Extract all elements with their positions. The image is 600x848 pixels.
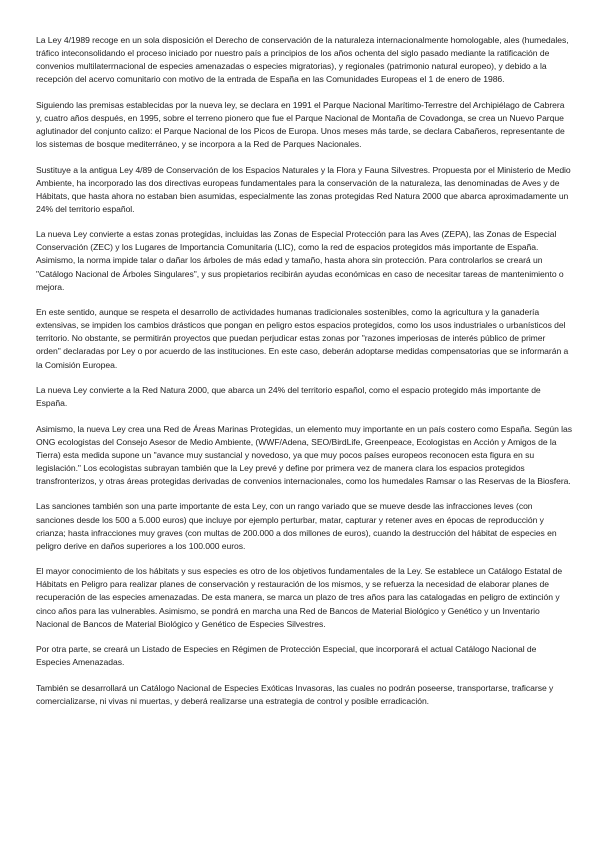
paragraph-parques-nacionales: Siguiendo las premisas establecidas por la nueva ley, se declara en 1991 el Parque Nacional Marítimo-Terrestre del Archipiélago de Cabrera y, cuatro años después, en 1995, sobre el terreno pionero que fue el Parque Nacional de Montaña de Covadonga, se crea un Nuevo Parque aglutinador del conjunto calizo: el Parque Nacional de los Picos de Europa. Unos meses más tarde, se declara Cabañeros, representante de los sistemas de bosque mediterráneo, y se incorpora a la Red de Parques Nacionales.: [36, 99, 565, 150]
paragraph-habitats: El mayor conocimiento de los hábitats y sus especies es otro de los objetivos fundamentales de la Ley. Se establece un Catálogo Estatal de Hábitats en Peligro para realizar planes de conservación y restauración de los mismos, y se refuerza la necesidad de elaborar planes de recuperación de las especies amenazadas. De esta manera, se marca un plazo de tres años para las catalogadas en peligro de extinción y cinco años para las vulnerables. Asimismo, se pondrá en marcha una Red de Bancos de Material Biológico y Genético y un Inventario Nacional de Bancos de Material Biológico y Genético de Especies Silvestres.: [36, 566, 563, 629]
paragraph-zonas-protegidas: La nueva Ley convierte a estas zonas protegidas, incluidas las Zonas de Especial Protección para las Aves (ZEPA), las Zonas de Especial Conservación (ZEC) y los Lugares de Importancia Comunitaria (LIC), como la red de espacios protegidos más importante de España. Asimismo, la norma impide talar o dañar los árboles de más edad y tamaño, hasta ahora sin protección. Para controlarlos se creará un "Catálogo Nacional de Árboles Singulares", y sus propietarios recibirán ayudas económicas en caso de necesitar tareas de mantenimiento o mejora.: [36, 229, 564, 292]
document-body: [36, 34, 572, 720]
paragraph-listado-especies: Por otra parte, se creará un Listado de Especies en Régimen de Protección Especial, que incorporará el actual Catálogo Nacional de Especies Amenazadas.: [36, 644, 537, 668]
paragraph-red-natura: La nueva Ley convierte a la Red Natura 2000, que abarca un 24% del territorio español, como el espacio protegido más importante de España.: [36, 385, 541, 409]
paragraph-areas-marinas: Asimismo, la nueva Ley crea una Red de Áreas Marinas Protegidas, un elemento muy importante en un país costero como España. Según las ONG ecologistas del Consejo Asesor de Medio Ambiente, (WWF/Adena, SEO/BirdLife, Greenpeace, Ecologistas en Acción y Amigos de la Tierra) esta medida supone un "avance muy sustancial y novedoso, ya que muy pocos países europeos reconocen esta figura en su legislación." Los ecologistas subrayan también que la Ley prevé y define por primera vez de manera clara los espacios protegidos transfronterizos, y otras áreas protegidas derivadas de convenios internacionales, como los humedales Ramsar o las Reservas de la Biosfera.: [36, 423, 573, 486]
paragraph-actividades-humanas: En este sentido, aunque se respeta el desarrollo de actividades humanas tradicionales sostenibles, como la agricultura y la ganadería extensivas, se impiden los cambios drásticos que pongan en peligro estos espacios protegidos, como los usos industriales o urbanísticos del territorio. No obstante, se permitirán proyectos que puedan perjudicar estas zonas por "razones imperiosas de interés público de primer orden" declaradas por Ley o por acuerdo de las instituciones. En este caso, deberán adoptarse medidas compensatorias que se informarán a la Comisión Europea.: [36, 307, 569, 370]
paragraph-ley-4-1989: La Ley 4/1989 recoge en un sola disposición el Derecho de conservación de la naturaleza internacionalmente homologable, ales (humedales, tráfico inteconsolidando el proceso iniciado por nuestro país a principios de los años ochenta del siglo pasado mediante la ratificación de convenios multilaterrnacional de especies amenazadas o especies migratorias), y regionales (patrimonio natural europeo), y debido a la recepción del acervo comunitario con motivo de la entrada de España en las Comunidades Europeas el 1 de enero de 1986.: [36, 35, 569, 85]
paragraph-especies-invasoras: También se desarrollará un Catálogo Nacional de Especies Exóticas Invasoras, las cuales no podrán poseerse, transportarse, traficarse y comercializarse, ni vivas ni muertas, y deberá realizarse una estrategia de control y posible erradicación.: [36, 682, 554, 706]
paragraph-sustituye-ley: Sustituye a la antigua Ley 4/89 de Conservación de los Espacios Naturales y la Flora y Fauna Silvestres. Propuesta por el Ministerio de Medio Ambiente, ha incorporado las dos directivas europeas fundamentales para la conservación de la naturaleza, las denominadas de Aves y de Hábitats, que hasta ahora no estaban bien asumidas, especialmente las zonas protegidas Red Natura 2000 que abarca aproximadamente un 24% del territorio español.: [36, 164, 571, 214]
paragraph-sanciones: Las sanciones también son una parte importante de esta Ley, con un rango variado que se mueve desde las infracciones leves (con sanciones desde los 500 a 5.000 euros) que incluye por ejemplo perturbar, matar, capturar y retener aves en épocas de reproducción y crianza; hasta infracciones muy graves (con multas de 200.000 a dos millones de euros), cuando la destrucción del hábitat de especies en peligro derive en daños superiores a los 100.000 euros.: [36, 501, 557, 551]
